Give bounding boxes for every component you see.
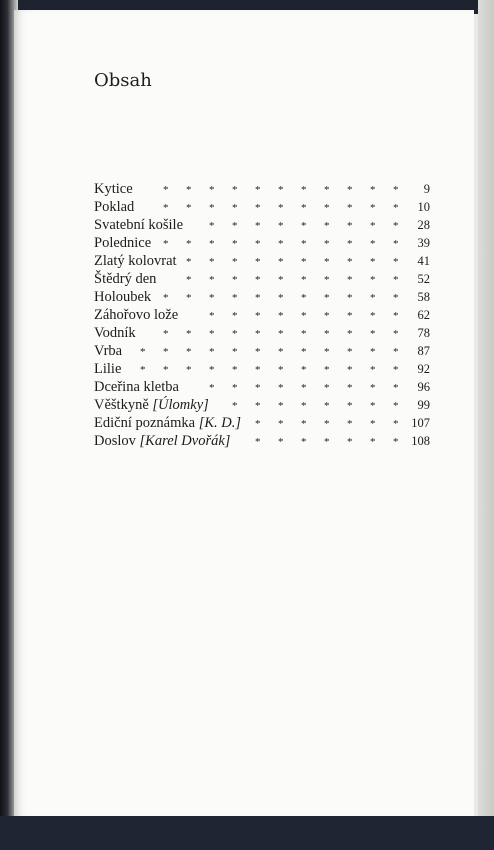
toc-entry — [94, 324, 434, 342]
toc-leader-dot: * — [278, 292, 284, 304]
toc-leader-dot: * — [209, 220, 215, 232]
toc-entry-subtitle: [Úlomky] — [152, 397, 209, 413]
toc-leader-dot: * — [255, 184, 261, 196]
toc-leader-dot: * — [209, 256, 215, 268]
toc-leader-dot: * — [255, 238, 261, 250]
toc-leader-dot: * — [186, 202, 192, 214]
toc-entry — [94, 252, 434, 270]
toc-entry — [94, 378, 434, 396]
toc-leader-dot: * — [163, 184, 169, 196]
toc-leader-dot: * — [393, 184, 399, 196]
toc-leader-dot: * — [301, 310, 307, 322]
toc-leader-dot: * — [370, 256, 376, 268]
toc-leader-dot: * — [209, 346, 215, 358]
toc-leader-dot: * — [370, 364, 376, 376]
toc-page-number: 41 — [417, 254, 430, 268]
toc-leader-dot: * — [393, 400, 399, 412]
toc-leader-dot: * — [140, 346, 146, 358]
toc-leader-dot: * — [255, 436, 261, 448]
toc-leader-dot: * — [347, 346, 353, 358]
toc-leader-dot: * — [255, 400, 261, 412]
toc-leader-dot: * — [347, 418, 353, 430]
toc-leader-dot: * — [393, 220, 399, 232]
toc-leader-dot: * — [232, 292, 238, 304]
toc-leader-dot: * — [209, 202, 215, 214]
toc-leader-dot: * — [301, 274, 307, 286]
toc-leader-dot: * — [232, 364, 238, 376]
toc-leader-dot: * — [186, 328, 192, 340]
toc-leader-dot: * — [393, 346, 399, 358]
toc-leader-dot: * — [301, 418, 307, 430]
toc-leader-dot: * — [393, 310, 399, 322]
toc-leader-dot: * — [163, 238, 169, 250]
toc-leader-dot: * — [324, 256, 330, 268]
toc-entry-title — [94, 234, 151, 252]
toc-entry — [94, 342, 434, 360]
toc-leader-dot: * — [393, 436, 399, 448]
toc-leader-dot: * — [393, 382, 399, 394]
toc-leader-dot: * — [301, 184, 307, 196]
toc-leader-dot: * — [370, 238, 376, 250]
table-of-contents — [94, 180, 434, 450]
toc-leader-dot: * — [370, 328, 376, 340]
toc-leader-dot: * — [301, 346, 307, 358]
toc-leader-dot: * — [255, 382, 261, 394]
toc-leader-dot: * — [278, 238, 284, 250]
toc-leader-dot: * — [347, 256, 353, 268]
book-page-edge — [478, 0, 494, 850]
toc-leader-dot: * — [186, 364, 192, 376]
toc-leader-dot: * — [347, 220, 353, 232]
toc-leader-dot: * — [209, 310, 215, 322]
toc-page-number: 99 — [417, 398, 430, 412]
toc-leader-dot: * — [278, 184, 284, 196]
toc-leader-dot: * — [255, 364, 261, 376]
toc-leader-dot: * — [301, 382, 307, 394]
page-title: Obsah — [94, 70, 152, 91]
toc-leader-dot: * — [393, 274, 399, 286]
toc-leader-dot: * — [324, 436, 330, 448]
toc-entry — [94, 198, 434, 216]
toc-leader-dot: * — [393, 238, 399, 250]
toc-leader-dot: * — [347, 364, 353, 376]
toc-page-number: 78 — [417, 326, 430, 340]
toc-leader-dot: * — [278, 400, 284, 412]
toc-leader-dot: * — [232, 382, 238, 394]
toc-leader-dot: * — [324, 274, 330, 286]
toc-page-number: 87 — [417, 344, 430, 358]
toc-leader-dot: * — [255, 202, 261, 214]
toc-leader-dot: * — [301, 202, 307, 214]
toc-leader-dot: * — [255, 256, 261, 268]
toc-leader-dot: * — [278, 328, 284, 340]
toc-entry-title — [94, 216, 183, 234]
toc-leader-dot: * — [370, 418, 376, 430]
toc-leader-dot: * — [347, 202, 353, 214]
toc-leader-dot: * — [255, 346, 261, 358]
toc-leader-dot: * — [232, 256, 238, 268]
toc-leader-dot: * — [347, 238, 353, 250]
toc-leader-dot: * — [232, 220, 238, 232]
toc-leader-dot: * — [324, 220, 330, 232]
toc-leader-dot: * — [347, 436, 353, 448]
toc-page-number: 39 — [417, 236, 430, 250]
toc-leader-dot: * — [370, 310, 376, 322]
toc-leader-dot: * — [278, 310, 284, 322]
toc-leader-dot: * — [324, 202, 330, 214]
toc-leader-dot: * — [370, 184, 376, 196]
toc-entry-title — [94, 432, 230, 450]
toc-leader-dot: * — [209, 382, 215, 394]
toc-entry — [94, 234, 434, 252]
toc-leader-dot: * — [324, 418, 330, 430]
toc-leader-dot: * — [209, 292, 215, 304]
toc-leader-dot: * — [347, 274, 353, 286]
toc-entry — [94, 180, 434, 198]
toc-leader-dot: * — [347, 328, 353, 340]
toc-entry-subtitle: [K. D.] — [198, 415, 241, 431]
toc-leader-dot: * — [232, 310, 238, 322]
toc-leader-dot: * — [255, 418, 261, 430]
toc-entry-title — [94, 342, 122, 360]
toc-leader-dot: * — [255, 292, 261, 304]
toc-leader-dot: * — [232, 274, 238, 286]
toc-leader-dot: * — [232, 400, 238, 412]
toc-page-number: 107 — [411, 416, 430, 430]
toc-leader-dot: * — [255, 328, 261, 340]
toc-entry-main-title: Štědrý den — [94, 271, 157, 287]
toc-leader-dot: * — [324, 238, 330, 250]
toc-entry-title — [94, 396, 209, 414]
toc-page-number: 10 — [417, 200, 430, 214]
toc-page-number: 92 — [417, 362, 430, 376]
toc-entry-title — [94, 324, 136, 342]
toc-entry — [94, 396, 434, 414]
toc-entry-main-title: Věštkyně — [94, 397, 149, 413]
toc-leader-dot: * — [393, 364, 399, 376]
toc-leader-dot: * — [163, 202, 169, 214]
toc-leader-dot: * — [232, 238, 238, 250]
toc-entry-main-title: Holoubek — [94, 289, 152, 305]
toc-entry-title — [94, 180, 133, 198]
toc-entry-main-title: Ediční poznámka — [94, 415, 196, 431]
toc-entry-subtitle: [Karel Dvořák] — [139, 433, 231, 449]
toc-leader-dot: * — [186, 238, 192, 250]
toc-entry-main-title: Záhořovo lože — [94, 307, 179, 323]
toc-entry-title — [94, 306, 178, 324]
toc-entry-title — [94, 270, 156, 288]
toc-leader-dot: * — [370, 382, 376, 394]
toc-leader-dot: * — [324, 382, 330, 394]
toc-entry-title — [94, 252, 177, 270]
toc-leader-dot: * — [255, 310, 261, 322]
toc-leader-dot: * — [301, 256, 307, 268]
toc-leader-dot: * — [163, 364, 169, 376]
toc-leader-dot: * — [301, 400, 307, 412]
toc-leader-dot: * — [278, 382, 284, 394]
toc-entry-main-title: Kytice — [94, 181, 133, 197]
toc-leader-dot: * — [232, 184, 238, 196]
toc-page-number: 58 — [417, 290, 430, 304]
toc-leader-dot: * — [301, 220, 307, 232]
toc-page-number: 96 — [417, 380, 430, 394]
toc-leader-dot: * — [301, 328, 307, 340]
toc-entry-main-title: Dceřina kletba — [94, 379, 179, 395]
toc-leader-dot: * — [393, 292, 399, 304]
toc-leader-dot: * — [163, 346, 169, 358]
toc-leader-dot: * — [370, 274, 376, 286]
toc-leader-dot: * — [347, 310, 353, 322]
toc-leader-dot: * — [324, 400, 330, 412]
toc-leader-dot: * — [186, 274, 192, 286]
toc-leader-dot: * — [301, 364, 307, 376]
toc-page-number: 9 — [423, 182, 430, 196]
toc-entry-title — [94, 198, 134, 216]
toc-entry — [94, 306, 434, 324]
toc-leader-dot: * — [301, 292, 307, 304]
toc-leader-dot: * — [278, 418, 284, 430]
toc-entry-main-title: Vodník — [94, 325, 136, 341]
toc-entry — [94, 216, 434, 234]
toc-entry-title — [94, 360, 121, 378]
toc-leader-dot: * — [347, 184, 353, 196]
toc-entry — [94, 270, 434, 288]
toc-entry — [94, 288, 434, 306]
toc-leader-dot: * — [324, 292, 330, 304]
toc-page-number: 52 — [417, 272, 430, 286]
toc-leader-dot: * — [278, 256, 284, 268]
book-cover-bottom — [0, 816, 494, 850]
toc-leader-dot: * — [278, 364, 284, 376]
toc-leader-dot: * — [278, 436, 284, 448]
toc-entry-main-title: Svatební košile — [94, 217, 184, 233]
toc-leader-dot: * — [255, 274, 261, 286]
toc-entry-main-title: Polednice — [94, 235, 152, 251]
toc-leader-dot: * — [278, 274, 284, 286]
toc-leader-dot: * — [232, 328, 238, 340]
toc-leader-dot: * — [140, 364, 146, 376]
toc-page-number: 108 — [411, 434, 430, 448]
toc-leader-dot: * — [324, 184, 330, 196]
toc-entry-title — [94, 378, 179, 396]
toc-leader-dot: * — [186, 256, 192, 268]
toc-leader-dot: * — [324, 328, 330, 340]
toc-leader-dot: * — [232, 202, 238, 214]
toc-leader-dot: * — [301, 238, 307, 250]
toc-entry-title — [94, 414, 241, 432]
toc-leader-dot: * — [209, 328, 215, 340]
toc-entry-title — [94, 288, 151, 306]
toc-leader-dot: * — [278, 346, 284, 358]
toc-leader-dot: * — [301, 436, 307, 448]
toc-entry-main-title: Poklad — [94, 199, 135, 215]
toc-leader-dot: * — [347, 400, 353, 412]
toc-leader-dot: * — [370, 400, 376, 412]
toc-leader-dot: * — [163, 328, 169, 340]
toc-leader-dot: * — [324, 310, 330, 322]
toc-leader-dot: * — [347, 292, 353, 304]
toc-entry-main-title: Doslov — [94, 433, 136, 449]
toc-leader-dot: * — [186, 292, 192, 304]
toc-leader-dot: * — [255, 220, 261, 232]
toc-leader-dot: * — [370, 220, 376, 232]
toc-leader-dot: * — [278, 202, 284, 214]
toc-leader-dot: * — [186, 184, 192, 196]
toc-leader-dot: * — [324, 346, 330, 358]
toc-leader-dot: * — [278, 220, 284, 232]
toc-leader-dot: * — [393, 256, 399, 268]
toc-leader-dot: * — [370, 292, 376, 304]
toc-leader-dot: * — [324, 364, 330, 376]
toc-leader-dot: * — [370, 202, 376, 214]
toc-leader-dot: * — [209, 238, 215, 250]
toc-leader-dot: * — [209, 184, 215, 196]
toc-leader-dot: * — [186, 346, 192, 358]
toc-leader-dot: * — [393, 202, 399, 214]
toc-leader-dot: * — [209, 274, 215, 286]
toc-leader-dot: * — [347, 382, 353, 394]
toc-leader-dot: * — [393, 328, 399, 340]
toc-entry — [94, 432, 434, 450]
toc-leader-dot: * — [209, 364, 215, 376]
toc-entry-main-title: Zlatý kolovrat — [94, 253, 177, 269]
book-page — [14, 10, 474, 818]
toc-page-number: 28 — [417, 218, 430, 232]
toc-entry-main-title: Vrba — [94, 343, 123, 359]
toc-entry-main-title: Lilie — [94, 361, 122, 377]
toc-leader-dot: * — [163, 292, 169, 304]
toc-entry — [94, 414, 434, 432]
toc-leader-dot: * — [393, 418, 399, 430]
toc-leader-dot: * — [232, 346, 238, 358]
toc-page-number: 62 — [417, 308, 430, 322]
toc-leader-dot: * — [370, 436, 376, 448]
toc-leader-dot: * — [370, 346, 376, 358]
toc-entry — [94, 360, 434, 378]
